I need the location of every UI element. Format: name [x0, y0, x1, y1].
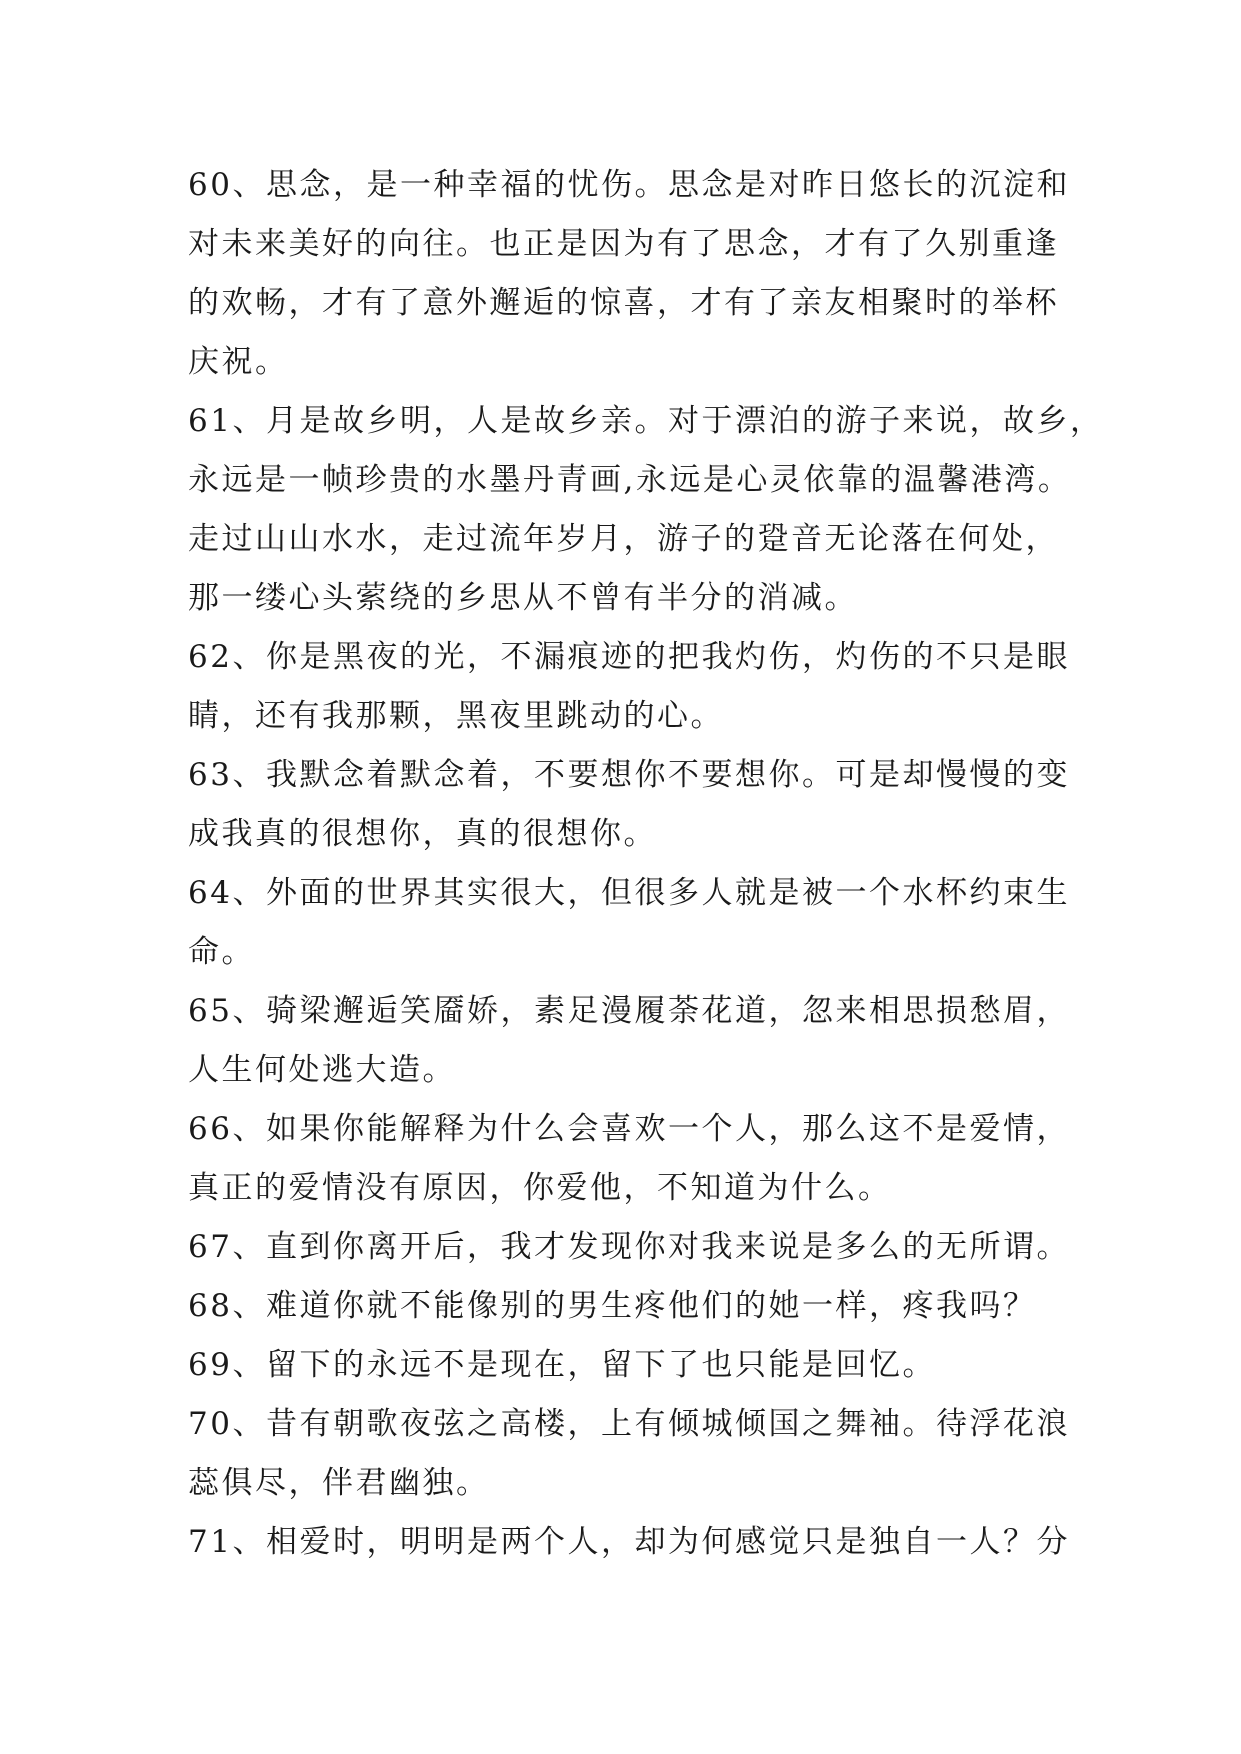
text-line: 永远是一帧珍贵的水墨丹青画,永远是心灵依靠的温馨港湾。: [188, 462, 1072, 498]
text-line: 70、昔有朝歌夜弦之高楼，上有倾城倾国之舞袖。待浮花浪: [188, 1406, 1070, 1442]
text-line: 庆祝。: [188, 344, 289, 380]
text-line: 65、骑梁邂逅笑靥娇，素足漫履荼花道，忽来相思损愁眉，: [188, 993, 1070, 1029]
document-body: [188, 156, 1104, 1572]
text-line: 走过山山水水，走过流年岁月，游子的跫音无论落在何处，: [188, 521, 1059, 557]
text-line: 那一缕心头萦绕的乡思从不曾有半分的消减。: [188, 580, 858, 616]
text-line: 71、相爱时，明明是两个人，却为何感觉只是独自一人？分: [188, 1524, 1070, 1560]
text-line: 68、难道你就不能像别的男生疼他们的她一样，疼我吗？: [188, 1288, 1037, 1324]
text-line: 62、你是黑夜的光，不漏痕迹的把我灼伤，灼伤的不只是眼: [188, 639, 1070, 675]
text-line: 60、思念，是一种幸福的忧伤。思念是对昨日悠长的沉淀和: [188, 167, 1070, 203]
text-line: 61、月是故乡明，人是故乡亲。对于漂泊的游子来说，故乡，: [188, 403, 1104, 439]
text-line: 对未来美好的向往。也正是因为有了思念，才有了久别重逢: [188, 226, 1059, 262]
text-line: 63、我默念着默念着，不要想你不要想你。可是却慢慢的变: [188, 757, 1070, 793]
text-line: 睛，还有我那颗，黑夜里跳动的心。: [188, 698, 724, 734]
text-line: 命。: [188, 934, 255, 970]
text-line: 64、外面的世界其实很大，但很多人就是被一个水杯约束生: [188, 875, 1070, 911]
text-line: 69、留下的永远不是现在，留下了也只能是回忆。: [188, 1347, 936, 1383]
text-line: 的欢畅，才有了意外邂逅的惊喜，才有了亲友相聚时的举杯: [188, 285, 1059, 321]
text-line: 真正的爱情没有原因，你爱他，不知道为什么。: [188, 1170, 892, 1206]
text-line: 66、如果你能解释为什么会喜欢一个人，那么这不是爱情，: [188, 1111, 1070, 1147]
text-line: 67、直到你离开后，我才发现你对我来说是多么的无所谓。: [188, 1229, 1070, 1265]
text-line: 人生何处逃大造。: [188, 1052, 456, 1088]
text-line: 成我真的很想你，真的很想你。: [188, 816, 657, 852]
text-line: 蕊俱尽，伴君幽独。: [188, 1465, 490, 1501]
